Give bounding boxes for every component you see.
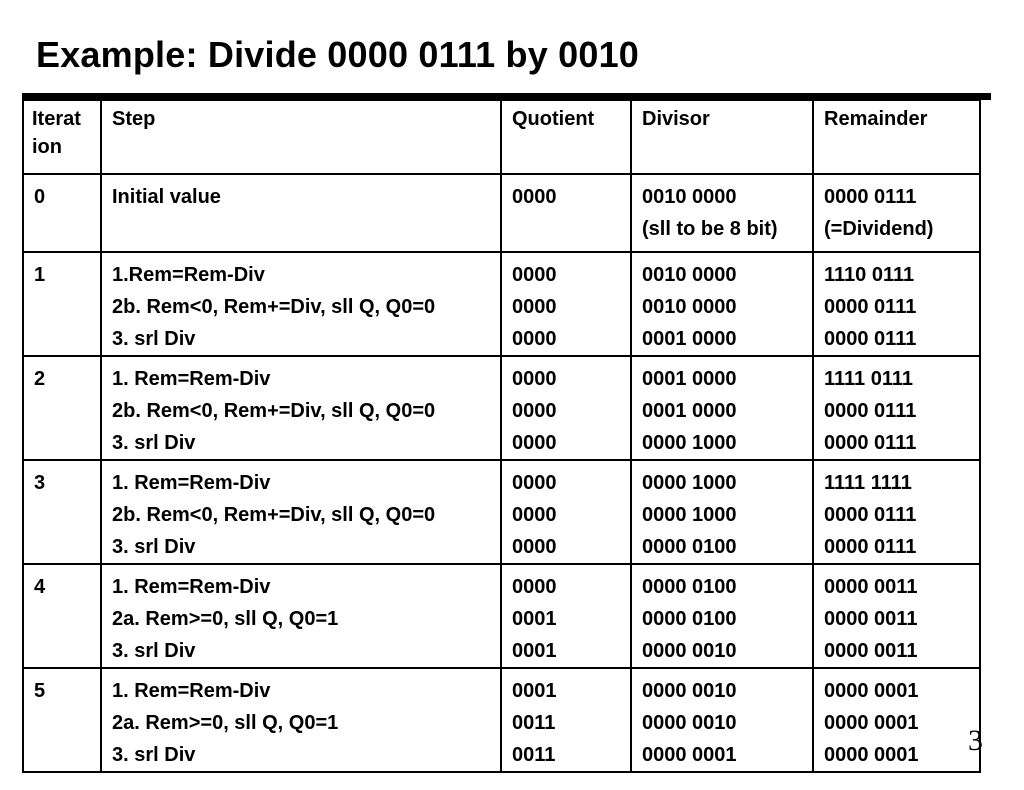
step-line: 3. srl Div bbox=[112, 744, 196, 766]
remainder-line: 0000 0111 bbox=[824, 328, 917, 350]
step-cell bbox=[101, 356, 501, 460]
divisor-line: 0000 1000 bbox=[642, 472, 737, 494]
table-row bbox=[23, 460, 980, 564]
page-number: 3 bbox=[968, 724, 983, 757]
divisor-line: 0010 0000 bbox=[642, 296, 737, 318]
step-line: 3. srl Div bbox=[112, 432, 196, 454]
remainder-cell bbox=[813, 668, 980, 772]
divisor-line: 0000 0010 bbox=[642, 640, 737, 662]
iteration-cell: 0 bbox=[23, 174, 101, 252]
divisor-line: 0000 0100 bbox=[642, 576, 737, 598]
divisor-cell bbox=[631, 460, 813, 564]
quotient-line: 0001 bbox=[512, 680, 557, 702]
quotient-line: 0000 bbox=[512, 296, 557, 318]
divisor-cell bbox=[631, 564, 813, 668]
remainder-line: 0000 0111 bbox=[824, 504, 917, 526]
table-row bbox=[23, 356, 980, 460]
step-cell bbox=[101, 668, 501, 772]
header-divisor: Divisor bbox=[631, 100, 813, 174]
remainder-line: 0000 0111 bbox=[824, 296, 917, 318]
quotient-line: 0011 bbox=[512, 712, 556, 734]
step-cell bbox=[101, 252, 501, 356]
remainder-line: 1111 1111 bbox=[824, 472, 912, 494]
remainder-line: 0000 0111 bbox=[824, 432, 917, 454]
quotient-cell bbox=[501, 174, 631, 252]
divisor-line: 0001 0000 bbox=[642, 368, 737, 390]
remainder-cell bbox=[813, 564, 980, 668]
remainder-cell bbox=[813, 460, 980, 564]
step-line: Initial value bbox=[112, 186, 221, 208]
quotient-cell bbox=[501, 668, 631, 772]
step-line: 2b. Rem<0, Rem+=Div, sll Q, Q0=0 bbox=[112, 504, 436, 526]
remainder-line: 1110 0111 bbox=[824, 264, 915, 286]
quotient-line: 0001 bbox=[512, 640, 557, 662]
quotient-line: 0000 bbox=[512, 504, 557, 526]
step-line: 1. Rem=Rem-Div bbox=[112, 472, 271, 494]
quotient-cell bbox=[501, 564, 631, 668]
remainder-cell bbox=[813, 356, 980, 460]
divisor-line: 0001 0000 bbox=[642, 328, 737, 350]
quotient-line: 0000 bbox=[512, 536, 557, 558]
table-row bbox=[23, 564, 980, 668]
quotient-line: 0000 bbox=[512, 328, 557, 350]
iteration-cell: 3 bbox=[23, 460, 101, 564]
remainder-cell bbox=[813, 252, 980, 356]
step-line: 2a. Rem>=0, sll Q, Q0=1 bbox=[112, 712, 339, 734]
divisor-line: 0010 0000 bbox=[642, 186, 737, 208]
divisor-line: 0000 0100 bbox=[642, 608, 737, 630]
step-cell bbox=[101, 460, 501, 564]
step-line: 1. Rem=Rem-Div bbox=[112, 368, 271, 390]
remainder-line: 0000 0011 bbox=[824, 608, 918, 630]
table-row bbox=[23, 174, 980, 252]
table-body bbox=[23, 174, 980, 772]
quotient-line: 0000 bbox=[512, 264, 557, 286]
quotient-line: 0001 bbox=[512, 608, 557, 630]
divisor-cell bbox=[631, 252, 813, 356]
step-cell bbox=[101, 174, 501, 252]
quotient-line: 0011 bbox=[512, 744, 556, 766]
table-row bbox=[23, 252, 980, 356]
table-header-row bbox=[23, 100, 980, 174]
step-line: 2b. Rem<0, Rem+=Div, sll Q, Q0=0 bbox=[112, 400, 436, 422]
division-steps-table bbox=[22, 99, 981, 773]
header-step: Step bbox=[101, 100, 501, 174]
step-line: 3. srl Div bbox=[112, 328, 196, 350]
quotient-line: 0000 bbox=[512, 400, 557, 422]
remainder-line: 0000 0111 bbox=[824, 186, 917, 208]
remainder-line: (=Dividend) bbox=[824, 218, 934, 240]
step-line: 3. srl Div bbox=[112, 536, 196, 558]
divisor-cell bbox=[631, 174, 813, 252]
step-cell bbox=[101, 564, 501, 668]
divisor-line: 0001 0000 bbox=[642, 400, 737, 422]
remainder-line: 1111 0111 bbox=[824, 368, 914, 390]
divisor-line: 0000 0100 bbox=[642, 536, 737, 558]
header-quotient: Quotient bbox=[501, 100, 631, 174]
divisor-line: 0000 1000 bbox=[642, 504, 737, 526]
divisor-cell bbox=[631, 668, 813, 772]
remainder-line: 0000 0111 bbox=[824, 536, 917, 558]
quotient-line: 0000 bbox=[512, 576, 557, 598]
divisor-line: (sll to be 8 bit) bbox=[642, 218, 778, 240]
step-line: 1. Rem=Rem-Div bbox=[112, 680, 271, 702]
divisor-line: 0000 0001 bbox=[642, 744, 737, 766]
header-iteration: Iterat ion bbox=[23, 100, 101, 174]
step-line: 2a. Rem>=0, sll Q, Q0=1 bbox=[112, 608, 339, 630]
divisor-cell bbox=[631, 356, 813, 460]
divisor-line: 0000 1000 bbox=[642, 432, 737, 454]
remainder-line: 0000 0001 bbox=[824, 680, 919, 702]
remainder-line: 0000 0011 bbox=[824, 576, 918, 598]
remainder-line: 0000 0001 bbox=[824, 744, 919, 766]
quotient-line: 0000 bbox=[512, 472, 557, 494]
iteration-cell: 4 bbox=[23, 564, 101, 668]
step-line: 3. srl Div bbox=[112, 640, 196, 662]
step-line: 1. Rem=Rem-Div bbox=[112, 576, 271, 598]
iteration-cell: 2 bbox=[23, 356, 101, 460]
quotient-line: 0000 bbox=[512, 432, 557, 454]
divisor-line: 0010 0000 bbox=[642, 264, 737, 286]
remainder-line: 0000 0001 bbox=[824, 712, 919, 734]
remainder-cell bbox=[813, 174, 980, 252]
iteration-cell: 1 bbox=[23, 252, 101, 356]
divisor-line: 0000 0010 bbox=[642, 712, 737, 734]
quotient-cell bbox=[501, 460, 631, 564]
slide-title: Example: Divide 0000 0111 by 0010 bbox=[36, 34, 640, 75]
step-line: 1.Rem=Rem-Div bbox=[112, 264, 265, 286]
header-remainder: Remainder bbox=[813, 100, 980, 174]
iteration-cell: 5 bbox=[23, 668, 101, 772]
remainder-line: 0000 0111 bbox=[824, 400, 917, 422]
quotient-line: 0000 bbox=[512, 186, 557, 208]
remainder-line: 0000 0011 bbox=[824, 640, 918, 662]
divisor-line: 0000 0010 bbox=[642, 680, 737, 702]
quotient-cell bbox=[501, 252, 631, 356]
step-line: 2b. Rem<0, Rem+=Div, sll Q, Q0=0 bbox=[112, 296, 436, 318]
quotient-cell bbox=[501, 356, 631, 460]
table-row bbox=[23, 668, 980, 772]
quotient-line: 0000 bbox=[512, 368, 557, 390]
